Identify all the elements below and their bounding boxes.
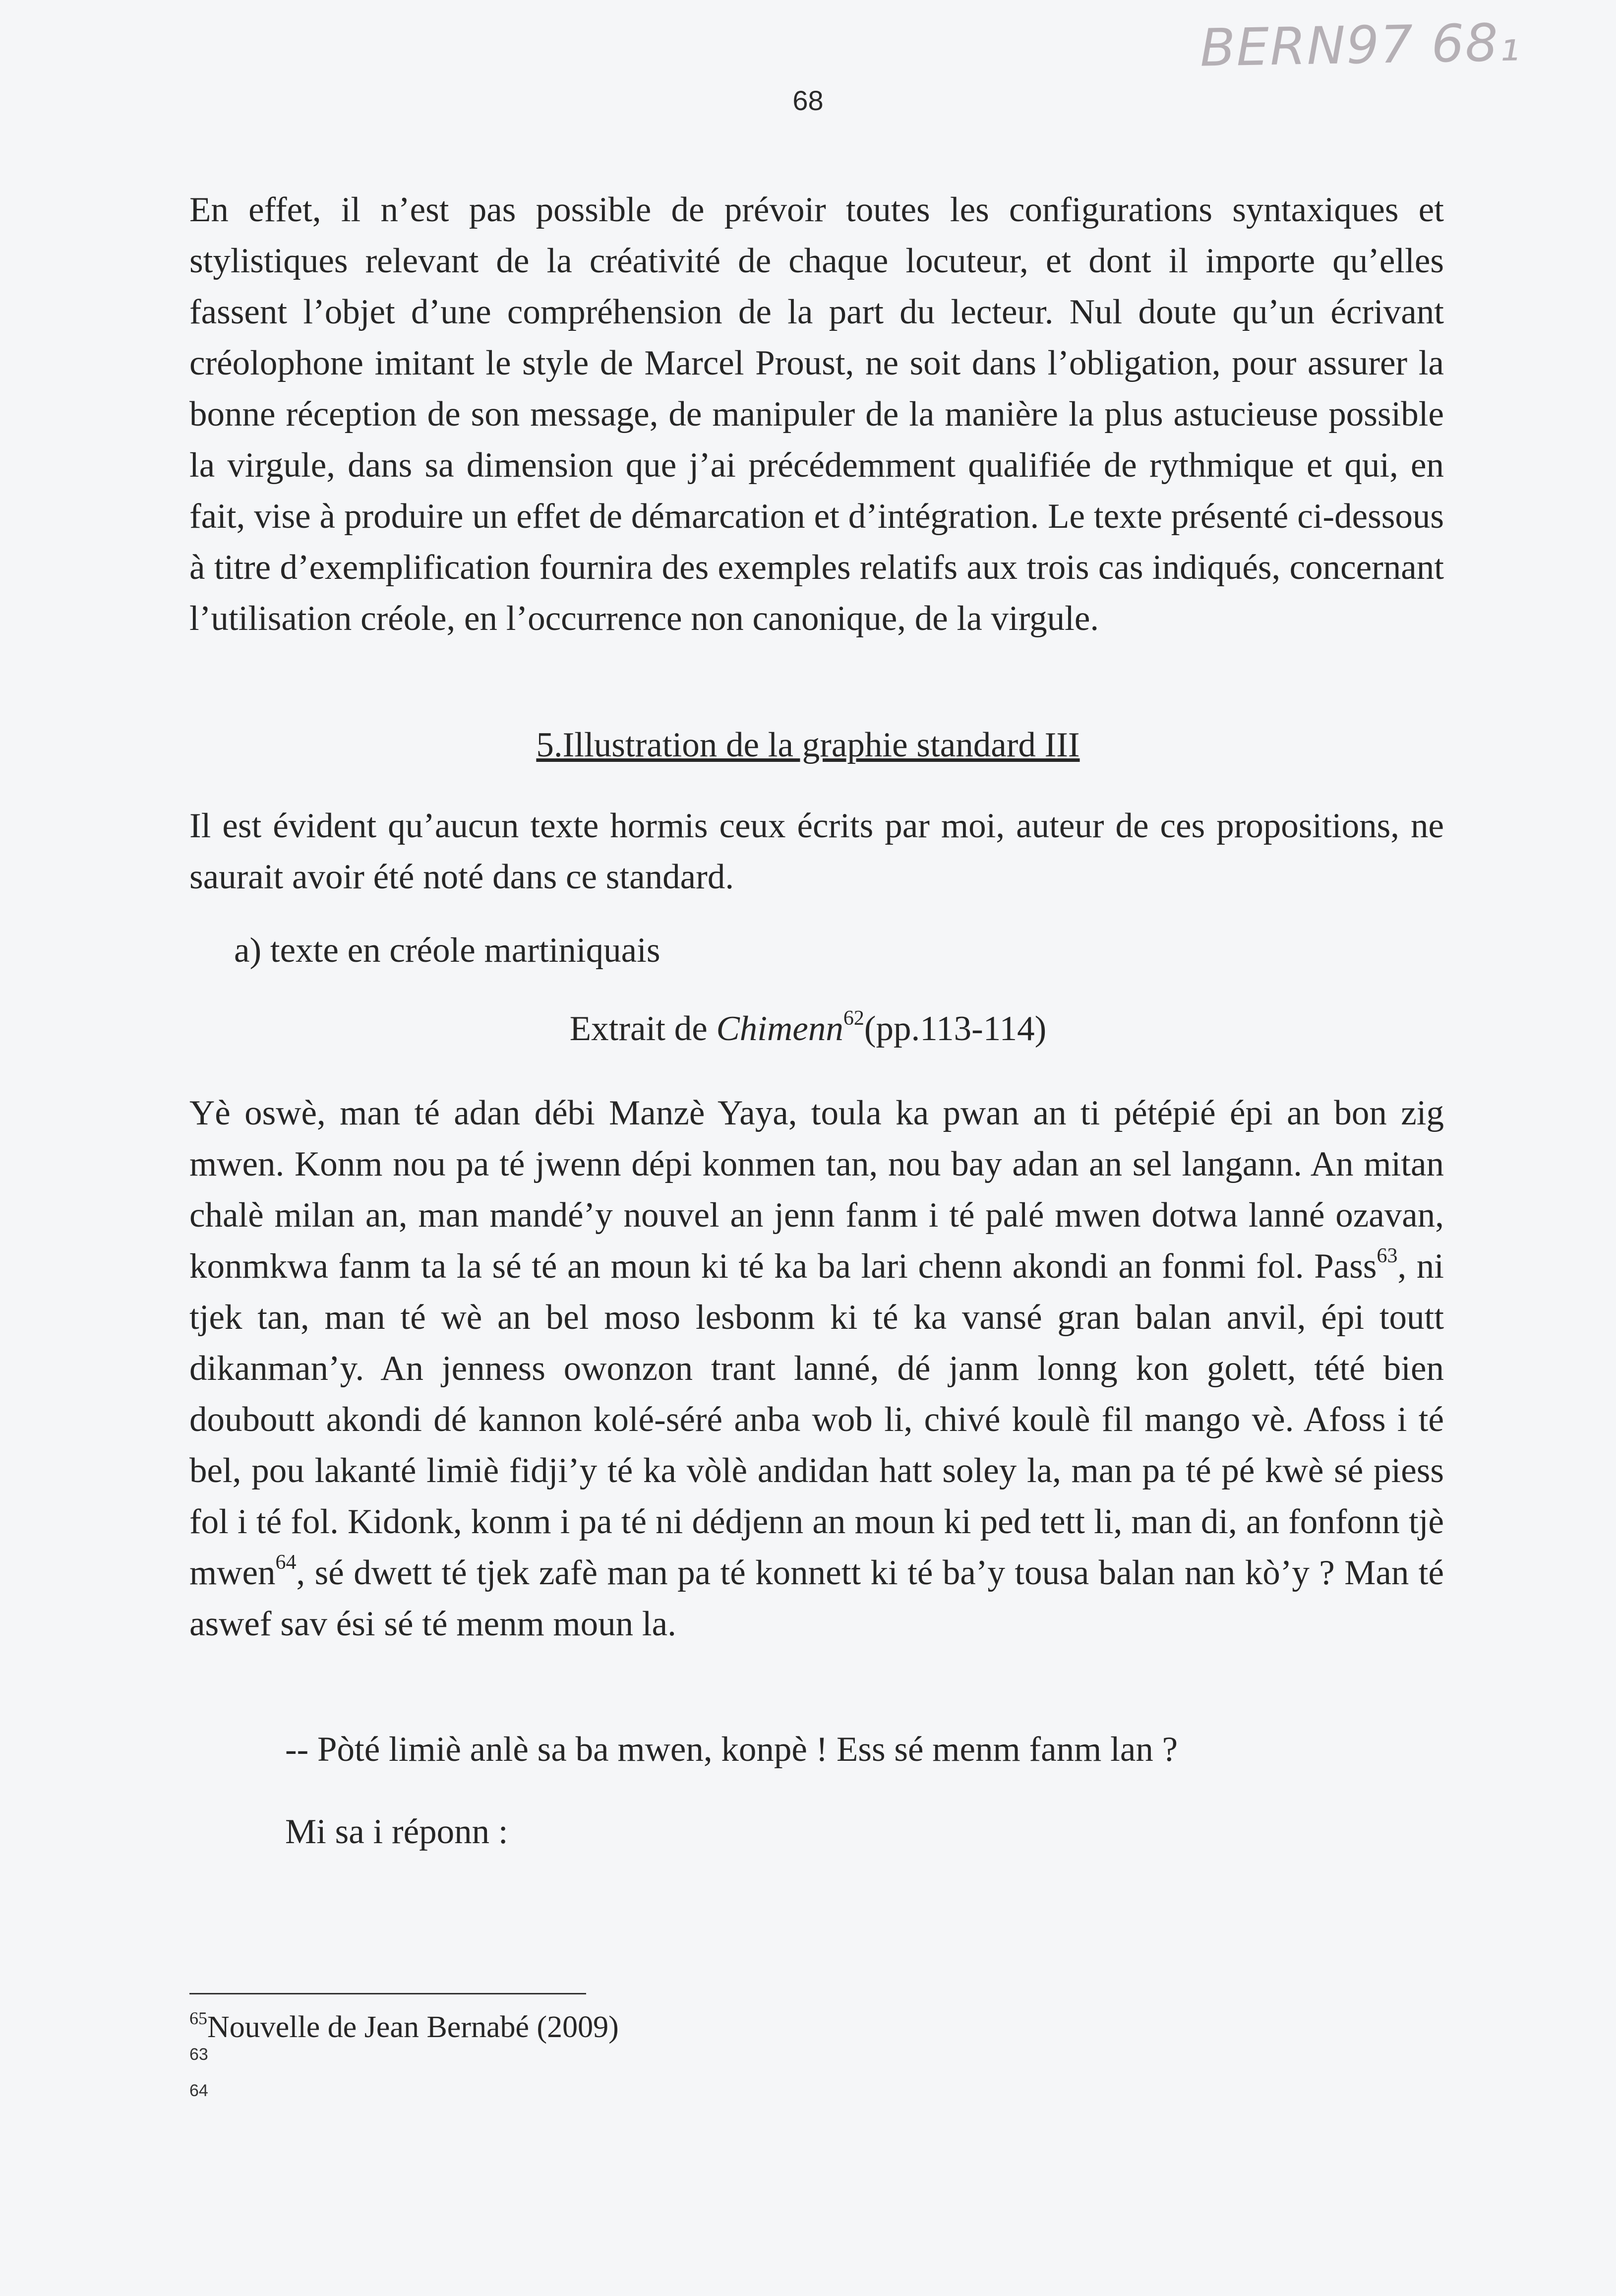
dialogue-line-1: -- Pòté limiè anlè sa ba mwen, konpè ! Ess sé menm fanm lan ? (285, 1730, 1178, 1769)
creole-text-part-3: , sé dwett té tjek zafè man pa té konnett ki té ba’y tousa balan nan kò’y ? Man té aswef sav ési sé té menm moun la. (189, 1553, 1444, 1643)
paragraph-creole-text (189, 1088, 1444, 1650)
creole-text-part-2: , ni tjek tan, man té wè an bel moso lesbonm ki té ka vansé gran balan anvil, épi toutt dikanman’y. An jenness owonzon trant lanné, dé janm lonng kon golett, tété bien douboutt akondi dé kannon kolé-séré anba wob li, chivé koulè fil mango vè. Afoss i té bel, pou lakanté limiè fidji’y té ka vòlè andidan hatt soley la, man pa té pé kwè sé piess fol i té fol. Kidonk, konm i pa té ni dédjenn an moun ki ped tett li, man di, an fonfonn tjè mwen (189, 1247, 1444, 1592)
footnote-63: 63 (189, 2045, 208, 2064)
page-number: 68 (792, 85, 824, 116)
extract-caption (0, 1009, 1616, 1049)
footnote-text: Nouvelle de Jean Bernabé (2009) (207, 2010, 619, 2044)
extract-pages: (pp.113-114) (864, 1009, 1047, 1048)
list-item-a: a) texte en créole martiniquais (234, 931, 660, 970)
footnote-ref-64: 64 (275, 1551, 297, 1574)
section-heading: 5.Illustration de la graphie standard III (536, 726, 1080, 764)
paragraph-intro: En effet, il n’est pas possible de prévoir toutes les configurations syntaxiques et stylistiques relevant de la créativité de chaque locuteur, et dont il importe qu’elles fassent l’objet d’une compréhension de la part du lecteur. Nul doute qu’un écrivant créolophone imitant le style de Marcel Proust, ne soit dans l’obligation, pour assurer la bonne réception de son message, de manipuler de la manière la plus astucieuse possible la virgule, dans sa dimension que j’ai précédemment qualifiée de rythmique et qui, en fait, vise à produire un effet de démarcation et d’intégration. Le texte présenté ci-dessous à titre d’exemplification fournira des exemples relatifs aux trois cas indiqués, concernant l’utilisation créole, en l’occurrence non canonique, de la virgule. (189, 190, 1444, 638)
footnote-number: 65 (189, 2008, 207, 2029)
footnote-separator (189, 1993, 586, 1994)
handwritten-archive-annotation: BERN97 68₁ (1199, 12, 1521, 78)
footnote-ref-63: 63 (1377, 1244, 1398, 1268)
footnote-ref-62: 62 (843, 1007, 864, 1030)
dialogue-line-2: Mi sa i réponn : (285, 1812, 508, 1851)
extract-prefix: Extrait de (569, 1009, 717, 1048)
footnote-65 (189, 2010, 619, 2045)
footnote-64: 64 (189, 2081, 208, 2100)
extract-title: Chimenn (716, 1009, 843, 1048)
paragraph-standard: Il est évident qu’aucun texte hormis ceux écrits par moi, auteur de ces propositions, ne saurait avoir été noté dans ce standard. (189, 807, 1444, 896)
creole-text-part-1: Yè oswè, man té adan débi Manzè Yaya, toula ka pwan an ti pétépié épi an bon zig mwen. Konm nou pa té jwenn dépi konmen tan, nou bay adan an sel langann. An mitan chalè milan an, man mandé’y nouvel an jenn fanm i té palé mwen dotwa lanné ozavan, konmkwa fanm ta la sé té an moun ki té ka ba lari chenn akondi an fonmi fol. Pass (189, 1094, 1444, 1286)
